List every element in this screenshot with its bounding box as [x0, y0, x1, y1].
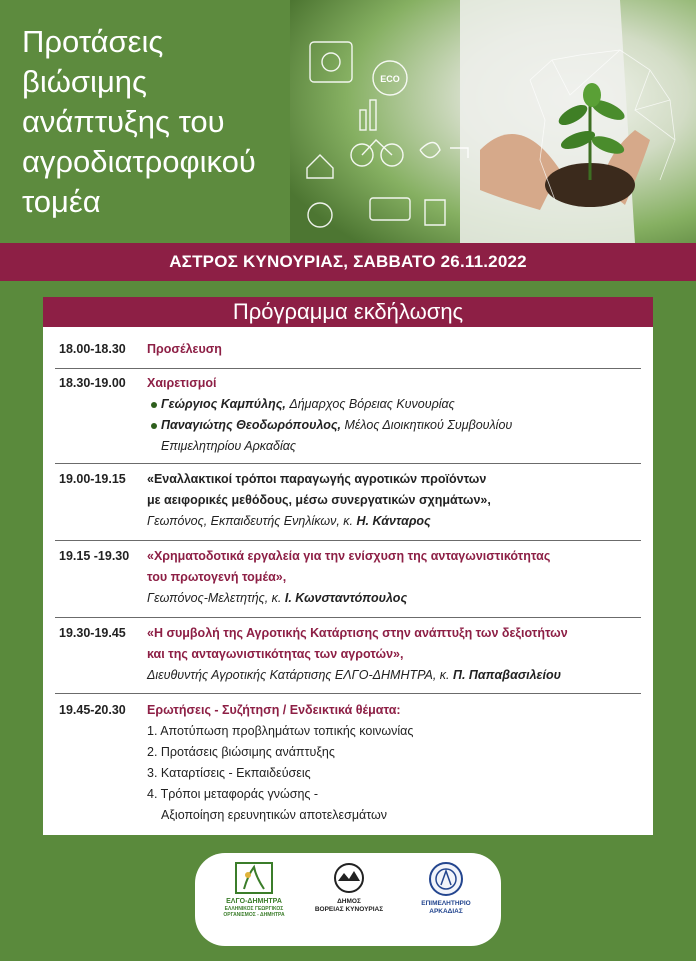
elgo-dimitra-logo — [211, 861, 297, 918]
chamber-seal-icon — [428, 861, 464, 897]
item-time: 19.45-20.30 — [59, 703, 126, 717]
speaker-role: Γεωπόνος, Εκπαιδευτής Ενηλίκων, κ. — [147, 514, 354, 528]
chamber-logo — [405, 861, 487, 916]
speaker-role: Διευθυντής Αγροτικής Κατάρτισης ΕΛΓΟ-ΔΗΜΗΤΡΑ, κ. — [147, 668, 450, 682]
list-item: 3. Καταρτίσεις - Εκπαιδεύσεις — [147, 766, 311, 780]
item-time: 18.00-18.30 — [59, 342, 126, 356]
speaker-name: Ι. Κωνσταντόπουλος — [284, 591, 408, 605]
poster-title — [22, 22, 284, 222]
item-time: 19.00-19.15 — [59, 472, 126, 486]
logo-text: ΔΗΜΟΣ — [337, 898, 361, 905]
logo-text: ΑΡΚΑΔΙΑΣ — [429, 908, 463, 915]
logo-text: ΟΡΓΑΝΙΣΜΟΣ - ΔΗΜΗΤΡΑ — [223, 912, 285, 918]
speaker-role: Γεωπόνος-Μελετητής, κ. — [147, 591, 282, 605]
logo-text: ΒΟΡΕΙΑΣ ΚΥΝΟΥΡΙΑΣ — [314, 906, 384, 913]
program-title: Πρόγραμμα εκδήλωσης — [43, 297, 653, 327]
date-location-banner: ΑΣΤΡΟΣ ΚΥΝΟΥΡΙΑΣ, ΣΑΒΒΑΤΟ 26.11.2022 — [0, 243, 696, 281]
title-line: βιώσιμης — [22, 64, 147, 99]
divider — [55, 693, 641, 694]
partner-logos — [195, 853, 501, 946]
item-title: Ερωτήσεις - Συζήτηση / Ενδεικτικά θέματα: — [147, 703, 401, 717]
item-title: Προσέλευση — [147, 342, 222, 356]
title-line: αγροδιατροφικού — [22, 144, 256, 179]
speaker — [147, 394, 643, 415]
item-topic: και της ανταγωνιστικότητας των αγροτών», — [147, 647, 404, 661]
speaker-name: Η. Κάνταρος — [356, 514, 431, 528]
item-time: 18.30-19.00 — [59, 376, 126, 390]
item-topic: «Εναλλακτικοί τρόποι παραγωγής αγροτικών προϊόντων — [147, 472, 487, 486]
list-item: Αξιοποίηση ερευνητικών αποτελεσμάτων — [161, 808, 388, 822]
logo-text: ΕΛΛΗΝΙΚΟΣ ΓΕΩΡΓΙΚΟΣ — [224, 906, 284, 912]
item-time: 19.30-19.45 — [59, 626, 126, 640]
item-speaker — [147, 665, 643, 686]
hero-illustration — [290, 0, 696, 243]
list-item: 4. Τρόποι μεταφοράς γνώσης - — [147, 787, 319, 801]
item-speaker — [147, 588, 643, 609]
speaker-name: Π. Παπαβασιλείου — [453, 668, 562, 682]
logo-text: ΕΠΙΜΕΛΗΤΗΡΙΟ — [421, 900, 471, 907]
speaker — [147, 415, 643, 436]
list-item: 1. Αποτύπωση προβλημάτων τοπικής κοινωνίας — [147, 724, 414, 738]
divider — [55, 540, 641, 541]
title-line: Προτάσεις — [22, 24, 164, 59]
speaker-role: Δήμαρχος Βόρειας Κυνουρίας — [289, 397, 455, 411]
elgo-wheat-icon — [234, 861, 274, 895]
municipality-logo — [311, 861, 387, 914]
item-topic: του πρωτογενή τομέα», — [147, 570, 287, 584]
divider — [55, 463, 641, 464]
logo-text: ΕΛΓΟ-ΔΗΜΗΤΡΑ — [226, 898, 282, 905]
program-card — [43, 297, 653, 835]
header-title-panel — [0, 0, 290, 243]
divider — [55, 368, 641, 369]
list-item: 2. Προτάσεις βιώσιμης ανάπτυξης — [147, 745, 335, 759]
speaker-role: Επιμελητηρίου Αρκαδίας — [161, 439, 296, 453]
item-speaker — [147, 511, 643, 532]
municipality-emblem-icon — [332, 861, 366, 895]
title-line: ανάπτυξης του — [22, 104, 225, 139]
title-line: τομέα — [22, 184, 101, 219]
speaker-name: Παναγιώτης Θεοδωρόπουλος, — [161, 418, 342, 432]
speaker-role: Μέλος Διοικητικού Συμβουλίου — [344, 418, 513, 432]
item-time: 19.15 -19.30 — [59, 549, 130, 563]
item-topic: «Η συμβολή της Αγροτικής Κατάρτισης στην ανάπτυξη των δεξιοτήτων — [147, 626, 568, 640]
eco-label: ECO — [380, 74, 400, 84]
item-topic: «Χρηματοδοτικά εργαλεία για την ενίσχυση της ανταγωνιστικότητας — [147, 549, 551, 563]
item-title: Χαιρετισμοί — [147, 376, 217, 390]
speaker-name: Γεώργιος Καμπύλης, — [161, 397, 286, 411]
item-topic: με αειφορικές μεθόδους, μέσω συνεργατικών σχημάτων», — [147, 493, 491, 507]
hero-photo — [290, 0, 696, 243]
divider — [55, 617, 641, 618]
header — [0, 0, 696, 243]
